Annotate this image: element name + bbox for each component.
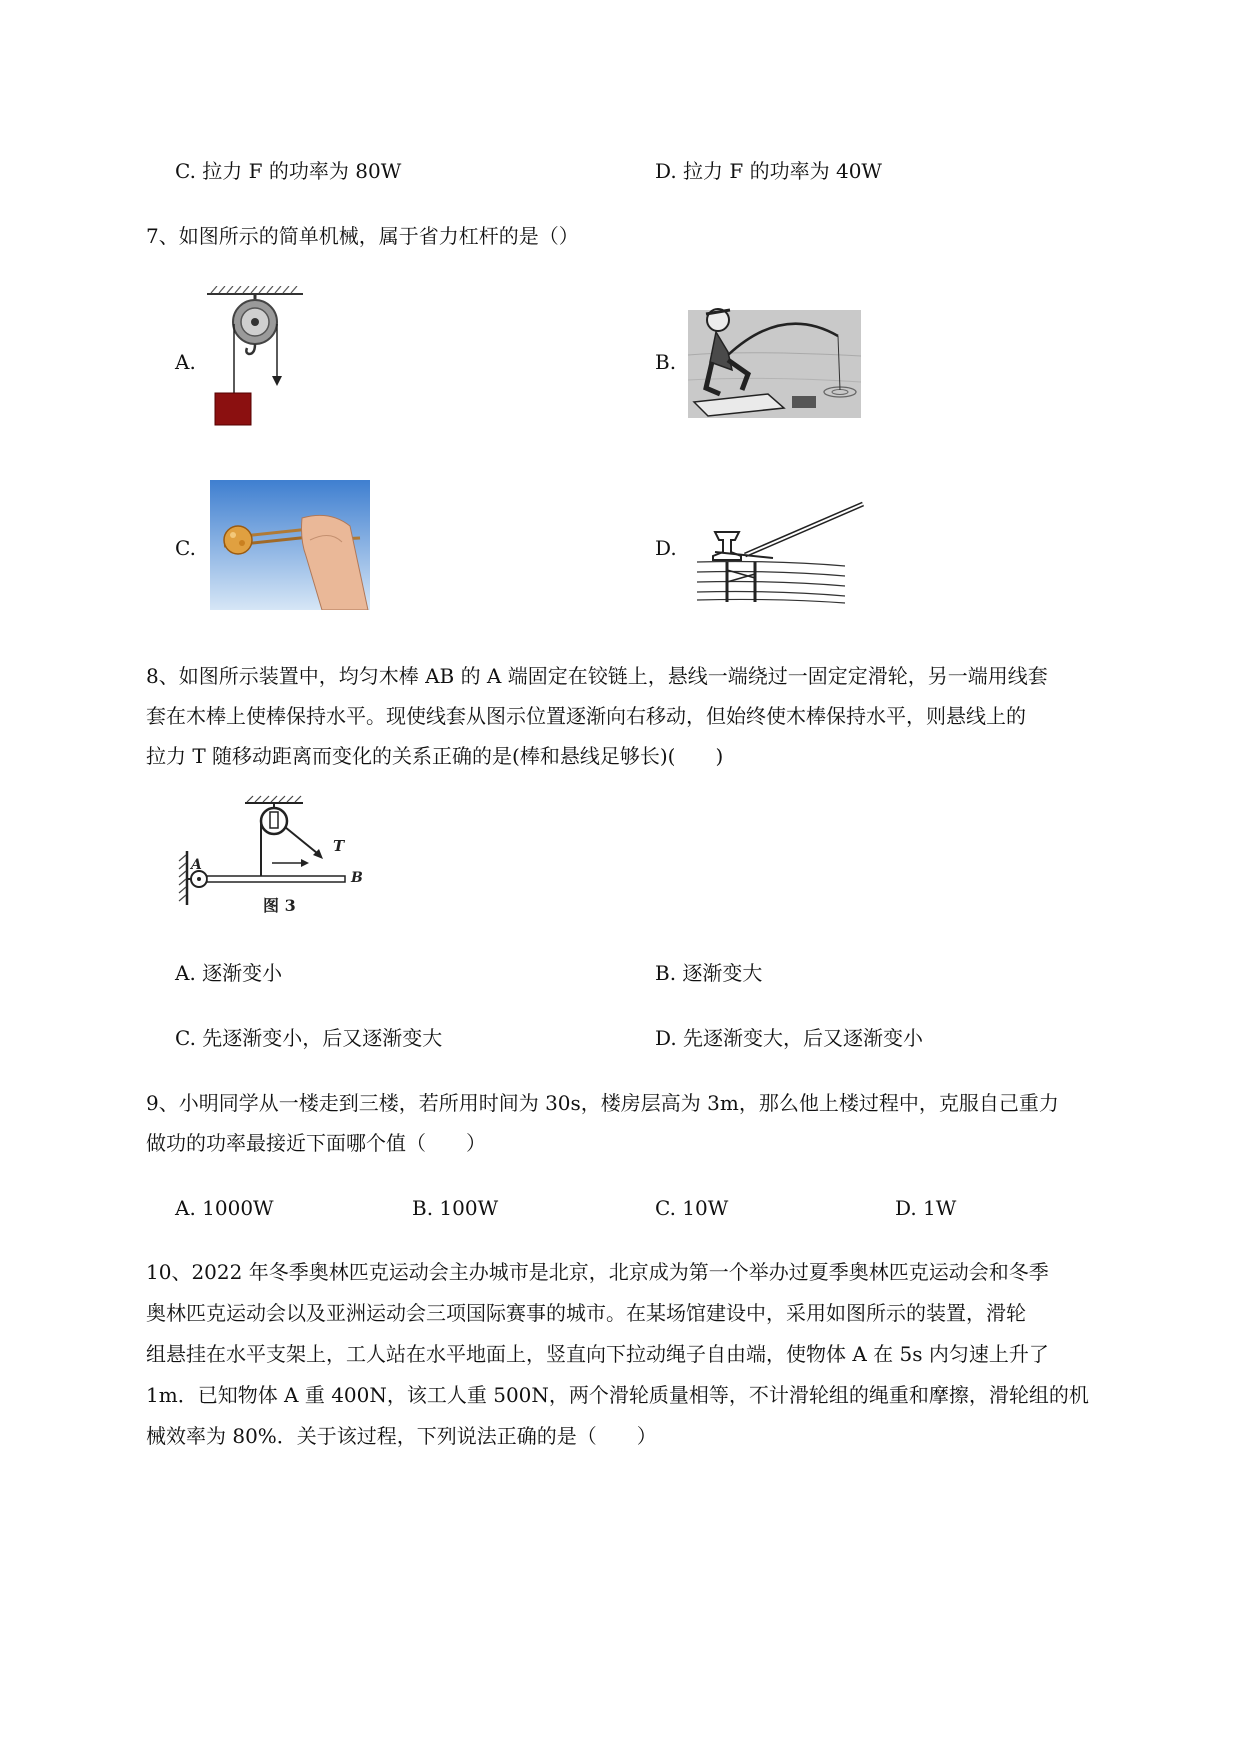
q6-option-c: C. 拉力 F 的功率为 80W: [175, 159, 402, 183]
q8-stem-line-2: 套在木棒上使棒保持水平。现使线套从图示位置逐渐向右移动，但始终使木棒保持水平，则悬线上的: [146, 704, 1026, 728]
q9-stem-line-1: 9、小明同学从一楼走到三楼，若所用时间为 30s，楼房层高为 3m，那么他上楼过程中，克服自己重力: [146, 1091, 1059, 1115]
q8-option-a: A. 逐渐变小: [175, 961, 283, 985]
q8-option-c: C. 先逐渐变小，后又逐渐变大: [175, 1026, 443, 1050]
crowbar-figure: [695, 500, 865, 605]
q9-option-b: B. 100W: [412, 1196, 499, 1220]
fishing-rod-figure: [688, 300, 861, 418]
q7-stem: 7、如图所示的简单机械，属于省力杠杆的是（）: [146, 224, 579, 248]
fixed-pulley-figure: [205, 286, 305, 431]
q10-stem-line-2: 奥林匹克运动会以及亚洲运动会三项国际赛事的城市。在某场馆建设中，采用如图所示的装置，滑轮: [146, 1301, 1026, 1325]
label-b: B: [351, 870, 363, 886]
q8-stem-line-1: 8、如图所示装置中，均匀木棒 AB 的 A 端固定在铰链上，悬线一端绕过一固定定滑轮，另一端用线套: [146, 664, 1048, 688]
q6-option-d: D. 拉力 F 的功率为 40W: [655, 159, 882, 183]
q8-option-d: D. 先逐渐变大，后又逐渐变小: [655, 1026, 924, 1050]
q10-stem-line-1: 10、2022 年冬季奥林匹克运动会主办城市是北京，北京成为第一个举办过夏季奥林匹克运动会和冬季: [146, 1260, 1049, 1284]
q9-stem-line-2: 做功的功率最接近下面哪个值（ ）: [146, 1131, 486, 1155]
lever-pulley-figure: [175, 795, 390, 920]
q10-stem-line-5: 械效率为 80%．关于该过程，下列说法正确的是（ ）: [146, 1424, 657, 1448]
q10-stem-line-4: 1m．已知物体 A 重 400N，该工人重 500N，两个滑轮质量相等，不计滑轮组的绳重和摩擦，滑轮组的机: [146, 1383, 1089, 1407]
q9-option-c: C. 10W: [655, 1196, 729, 1220]
q7-label-b: B.: [655, 350, 677, 374]
q9-option-d: D. 1W: [895, 1196, 957, 1220]
q8-option-b: B. 逐渐变大: [655, 961, 763, 985]
chopsticks-figure: [210, 480, 370, 610]
label-t: T: [333, 837, 345, 855]
figure-caption: 图 3: [263, 896, 296, 915]
q9-option-a: A. 1000W: [175, 1196, 274, 1220]
q7-label-d: D.: [655, 536, 677, 560]
q7-label-c: C.: [175, 536, 196, 560]
label-a: A: [191, 857, 202, 873]
q8-stem-line-3: 拉力 T 随移动距离而变化的关系正确的是(棒和悬线足够长)( ): [146, 744, 724, 768]
q10-stem-line-3: 组悬挂在水平支架上，工人站在水平地面上，竖直向下拉动绳子自由端，使物体 A 在 5s 内匀速上升了: [146, 1342, 1049, 1366]
q7-label-a: A.: [175, 350, 196, 374]
